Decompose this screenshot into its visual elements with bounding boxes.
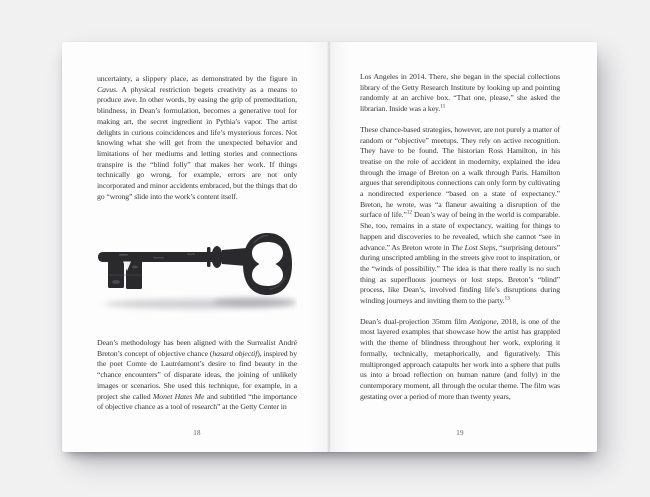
key-photo [95, 222, 297, 318]
page-right [330, 42, 597, 452]
key-shadow [105, 298, 297, 310]
page-number-left: 18 [193, 429, 201, 437]
page-left [62, 42, 329, 452]
book-spread [62, 42, 597, 452]
paragraph-right-2: These chance-based strategies, however, are not purely a matter of random or “objective” meetups. They rely on active recognition. They have to be found. The historian Ross Hamilton, in his treatise on the role of accident in modernity, explained the idea through the image of Breton on a walk through Paris. Hamilton argues that serendipitous connections can only form by cultivating a nondirected experience “based on a state of expectancy.” Breton, he wrote, was “a flaneur awaiting a disruption of the surface of life.”$^{12}$ Dean’s way of being in the world is comparable. She, too, remains in a state of expectancy, waiting for things to happen and discoveries to be revealed, which she cannot “see in advance.” As Breton wrote in The Lost Steps, “surprising detours” during unscripted ambling in the streets give root to inspiration, or the “winds of possibility.” The idea is that there really is no such thing as superfluous journeys or lost steps. Breton’s “blind” process, like Dean’s, involved finding life’s disruptions during winding journeys and inviting them to the party.$^{13}$ [360, 124, 560, 306]
paragraph-left-1: uncertainty, a slippery place, as demonstrated by the figure in Cavus. A physical restriction begets creativity as a means to produce awe. In other words, by easing the grip of premeditation, blindness, in Dean’s formulation, becomes a generative tool for making art, the secret ingredient in Pythia’s vapor. The artist delights in curious coincidences and life’s mysterious forces. Not knowing what she will get from the unexpected behavior and limitations of her mediums and letting stories and connections transpire is the “blind folly” that makes her work. If things technically go wrong, for example, errors are not only incorporated and minor accidents embraced, but the things that do go “wrong” slide into the work’s content itself. [97, 74, 297, 201]
right-page-text [360, 72, 560, 412]
antique-key-image [95, 222, 297, 318]
page-number-right: 19 [456, 429, 464, 437]
bit-gap [124, 262, 125, 287]
paragraph-right-1: Los Angeles in 2014. There, she began in the special collections library of the Getty Research Institute by looking up and pointing randomly at an archive box. “That one, please,” she asked the librarian. Inside was a key.$^{11}$ [360, 72, 560, 114]
paragraph-right-3: Dean’s dual-projection 35mm film Antigone, 2018, is one of the most layered examples that showcase how the artist has grappled with the theme of blindness throughout her work, exploring it formally, technically, metaphorically, and figuratively. This multipronged approach catapults her work into a sphere that pulls us into a broad reflection on human nature (and folly) in the contemporary moment, all through the ocular theme. The film was gestating over a period of more than twenty years, [360, 316, 560, 401]
paragraph-left-2: Dean’s methodology has been aligned with the Surrealist André Breton’s concept of objective chance (hasard objectif), inspired by the poet Comte de Lautréamont’s desire to find beauty in the “chance encounters” of disparate ideas, the joining of unlikely images or scenarios. She used this technique, for example, in a project she called Monet Hates Me and subtitled “the importance of objective chance as a tool of research” at the Getty Center in [97, 338, 297, 412]
